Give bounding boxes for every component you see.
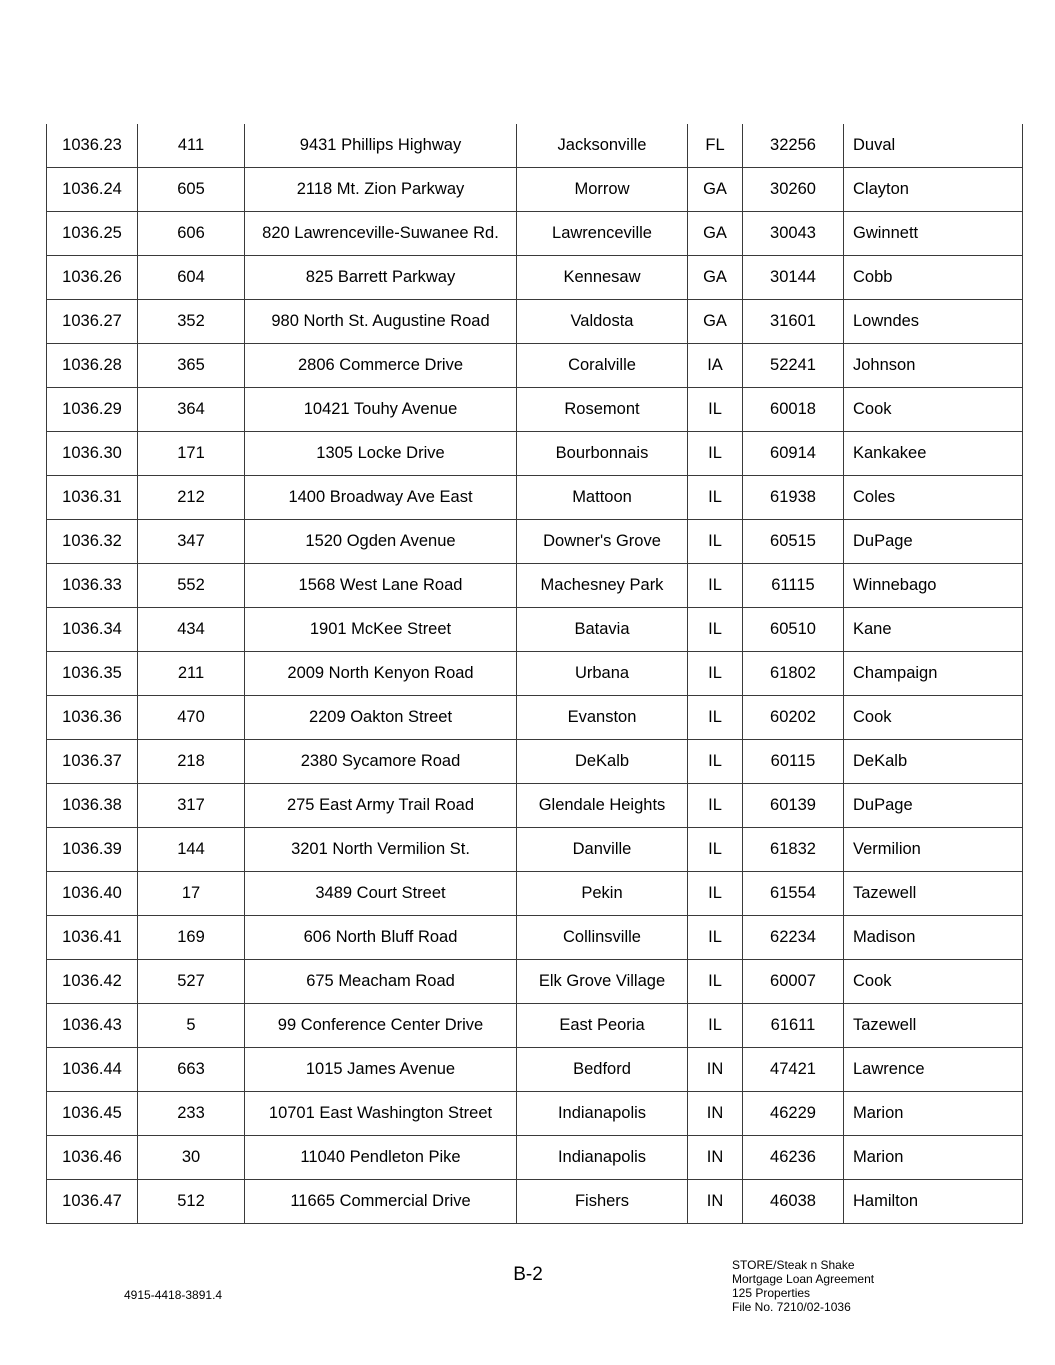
state-cell: IN (688, 1180, 743, 1224)
store-number-cell: 552 (138, 564, 245, 608)
address-cell: 10701 East Washington Street (245, 1092, 517, 1136)
address-cell: 980 North St. Augustine Road (245, 300, 517, 344)
zip-cell: 46229 (743, 1092, 844, 1136)
store-number-cell: 317 (138, 784, 245, 828)
property-number-cell: 1036.45 (47, 1092, 138, 1136)
property-number-cell: 1036.43 (47, 1004, 138, 1048)
state-cell: GA (688, 256, 743, 300)
table-row (47, 564, 1023, 608)
store-number-cell: 171 (138, 432, 245, 476)
zip-cell: 60202 (743, 696, 844, 740)
address-cell: 1568 West Lane Road (245, 564, 517, 608)
table-row (47, 652, 1023, 696)
city-cell: Glendale Heights (517, 784, 688, 828)
city-cell: Pekin (517, 872, 688, 916)
state-cell: IL (688, 652, 743, 696)
state-cell: IL (688, 476, 743, 520)
table-row (47, 388, 1023, 432)
table-row (47, 916, 1023, 960)
county-cell: Vermilion (844, 828, 1023, 872)
state-cell: IL (688, 960, 743, 1004)
zip-cell: 30260 (743, 168, 844, 212)
property-number-cell: 1036.31 (47, 476, 138, 520)
zip-cell: 31601 (743, 300, 844, 344)
table-row (47, 1048, 1023, 1092)
zip-cell: 60115 (743, 740, 844, 784)
property-number-cell: 1036.23 (47, 124, 138, 168)
document-id: 4915-4418-3891.4 (124, 1288, 223, 1302)
store-number-cell: 211 (138, 652, 245, 696)
zip-cell: 47421 (743, 1048, 844, 1092)
state-cell: GA (688, 212, 743, 256)
property-number-cell: 1036.38 (47, 784, 138, 828)
address-cell: 11040 Pendleton Pike (245, 1136, 517, 1180)
county-cell: Marion (844, 1136, 1023, 1180)
table-row (47, 256, 1023, 300)
zip-cell: 61554 (743, 872, 844, 916)
store-number-cell: 512 (138, 1180, 245, 1224)
county-cell: Duval (844, 124, 1023, 168)
store-number-cell: 347 (138, 520, 245, 564)
city-cell: Rosemont (517, 388, 688, 432)
property-number-cell: 1036.40 (47, 872, 138, 916)
state-cell: IL (688, 740, 743, 784)
address-cell: 10421 Touhy Avenue (245, 388, 517, 432)
county-cell: Marion (844, 1092, 1023, 1136)
city-cell: Mattoon (517, 476, 688, 520)
address-cell: 2806 Commerce Drive (245, 344, 517, 388)
state-cell: IA (688, 344, 743, 388)
document-info-line: 125 Properties (732, 1286, 811, 1300)
county-cell: Cook (844, 960, 1023, 1004)
city-cell: Evanston (517, 696, 688, 740)
city-cell: Lawrenceville (517, 212, 688, 256)
zip-cell: 60510 (743, 608, 844, 652)
address-cell: 3489 Court Street (245, 872, 517, 916)
store-number-cell: 365 (138, 344, 245, 388)
zip-cell: 32256 (743, 124, 844, 168)
county-cell: Hamilton (844, 1180, 1023, 1224)
zip-cell: 60914 (743, 432, 844, 476)
property-number-cell: 1036.47 (47, 1180, 138, 1224)
address-cell: 3201 North Vermilion St. (245, 828, 517, 872)
state-cell: IL (688, 520, 743, 564)
city-cell: Coralville (517, 344, 688, 388)
address-cell: 825 Barrett Parkway (245, 256, 517, 300)
city-cell: Morrow (517, 168, 688, 212)
table-row (47, 696, 1023, 740)
store-number-cell: 30 (138, 1136, 245, 1180)
zip-cell: 61611 (743, 1004, 844, 1048)
zip-cell: 60018 (743, 388, 844, 432)
zip-cell: 46236 (743, 1136, 844, 1180)
zip-cell: 60007 (743, 960, 844, 1004)
store-number-cell: 606 (138, 212, 245, 256)
store-number-cell: 470 (138, 696, 245, 740)
address-cell: 9431 Phillips Highway (245, 124, 517, 168)
address-cell: 2118 Mt. Zion Parkway (245, 168, 517, 212)
state-cell: GA (688, 300, 743, 344)
zip-cell: 61832 (743, 828, 844, 872)
store-number-cell: 605 (138, 168, 245, 212)
city-cell: Machesney Park (517, 564, 688, 608)
city-cell: Collinsville (517, 916, 688, 960)
address-cell: 1901 McKee Street (245, 608, 517, 652)
table-row (47, 212, 1023, 256)
city-cell: Batavia (517, 608, 688, 652)
table-row (47, 828, 1023, 872)
zip-cell: 60515 (743, 520, 844, 564)
address-cell: 1520 Ogden Avenue (245, 520, 517, 564)
county-cell: DeKalb (844, 740, 1023, 784)
county-cell: DuPage (844, 784, 1023, 828)
store-number-cell: 604 (138, 256, 245, 300)
state-cell: IL (688, 1004, 743, 1048)
state-cell: IL (688, 608, 743, 652)
table-row (47, 960, 1023, 1004)
county-cell: Winnebago (844, 564, 1023, 608)
table-row (47, 1180, 1023, 1224)
document-info (732, 1258, 874, 1314)
address-cell: 820 Lawrenceville-Suwanee Rd. (245, 212, 517, 256)
county-cell: Tazewell (844, 1004, 1023, 1048)
county-cell: Madison (844, 916, 1023, 960)
county-cell: Cobb (844, 256, 1023, 300)
county-cell: Coles (844, 476, 1023, 520)
county-cell: Champaign (844, 652, 1023, 696)
table-row (47, 1136, 1023, 1180)
property-number-cell: 1036.46 (47, 1136, 138, 1180)
address-cell: 1015 James Avenue (245, 1048, 517, 1092)
property-table-body (47, 124, 1023, 1224)
property-number-cell: 1036.30 (47, 432, 138, 476)
store-number-cell: 663 (138, 1048, 245, 1092)
property-number-cell: 1036.35 (47, 652, 138, 696)
property-number-cell: 1036.26 (47, 256, 138, 300)
table-row (47, 124, 1023, 168)
zip-cell: 61938 (743, 476, 844, 520)
property-number-cell: 1036.44 (47, 1048, 138, 1092)
store-number-cell: 527 (138, 960, 245, 1004)
address-cell: 1305 Locke Drive (245, 432, 517, 476)
zip-cell: 60139 (743, 784, 844, 828)
state-cell: IL (688, 828, 743, 872)
county-cell: Clayton (844, 168, 1023, 212)
zip-cell: 61115 (743, 564, 844, 608)
state-cell: IL (688, 696, 743, 740)
property-number-cell: 1036.27 (47, 300, 138, 344)
property-number-cell: 1036.34 (47, 608, 138, 652)
address-cell: 275 East Army Trail Road (245, 784, 517, 828)
address-cell: 11665 Commercial Drive (245, 1180, 517, 1224)
county-cell: Cook (844, 388, 1023, 432)
table-row (47, 300, 1023, 344)
store-number-cell: 434 (138, 608, 245, 652)
city-cell: Fishers (517, 1180, 688, 1224)
address-cell: 2009 North Kenyon Road (245, 652, 517, 696)
state-cell: IN (688, 1048, 743, 1092)
property-number-cell: 1036.32 (47, 520, 138, 564)
table-row (47, 476, 1023, 520)
zip-cell: 61802 (743, 652, 844, 696)
property-table-container (46, 124, 1022, 1224)
state-cell: IL (688, 388, 743, 432)
state-cell: IL (688, 432, 743, 476)
address-cell: 1400 Broadway Ave East (245, 476, 517, 520)
zip-cell: 30144 (743, 256, 844, 300)
table-row (47, 1004, 1023, 1048)
page-number: B-2 (513, 1264, 543, 1285)
table-row (47, 784, 1023, 828)
property-number-cell: 1036.39 (47, 828, 138, 872)
property-number-cell: 1036.37 (47, 740, 138, 784)
zip-cell: 46038 (743, 1180, 844, 1224)
state-cell: IL (688, 784, 743, 828)
store-number-cell: 233 (138, 1092, 245, 1136)
table-row (47, 432, 1023, 476)
city-cell: Bedford (517, 1048, 688, 1092)
state-cell: IL (688, 916, 743, 960)
state-cell: IN (688, 1136, 743, 1180)
city-cell: East Peoria (517, 1004, 688, 1048)
store-number-cell: 169 (138, 916, 245, 960)
county-cell: Tazewell (844, 872, 1023, 916)
table-row (47, 520, 1023, 564)
store-number-cell: 212 (138, 476, 245, 520)
table-row (47, 608, 1023, 652)
address-cell: 99 Conference Center Drive (245, 1004, 517, 1048)
city-cell: Downer's Grove (517, 520, 688, 564)
store-number-cell: 17 (138, 872, 245, 916)
county-cell: Johnson (844, 344, 1023, 388)
table-row (47, 344, 1023, 388)
address-cell: 675 Meacham Road (245, 960, 517, 1004)
state-cell: GA (688, 168, 743, 212)
county-cell: DuPage (844, 520, 1023, 564)
table-row (47, 168, 1023, 212)
property-number-cell: 1036.24 (47, 168, 138, 212)
property-number-cell: 1036.25 (47, 212, 138, 256)
city-cell: Elk Grove Village (517, 960, 688, 1004)
property-number-cell: 1036.28 (47, 344, 138, 388)
table-row (47, 1092, 1023, 1136)
store-number-cell: 144 (138, 828, 245, 872)
state-cell: FL (688, 124, 743, 168)
document-info-line: Mortgage Loan Agreement (732, 1272, 875, 1286)
property-table (46, 124, 1023, 1224)
property-number-cell: 1036.33 (47, 564, 138, 608)
city-cell: Indianapolis (517, 1136, 688, 1180)
city-cell: Jacksonville (517, 124, 688, 168)
store-number-cell: 5 (138, 1004, 245, 1048)
zip-cell: 52241 (743, 344, 844, 388)
state-cell: IL (688, 564, 743, 608)
state-cell: IN (688, 1092, 743, 1136)
store-number-cell: 411 (138, 124, 245, 168)
table-row (47, 740, 1023, 784)
county-cell: Lawrence (844, 1048, 1023, 1092)
property-number-cell: 1036.36 (47, 696, 138, 740)
county-cell: Lowndes (844, 300, 1023, 344)
store-number-cell: 352 (138, 300, 245, 344)
address-cell: 2380 Sycamore Road (245, 740, 517, 784)
table-row (47, 872, 1023, 916)
zip-cell: 30043 (743, 212, 844, 256)
property-number-cell: 1036.29 (47, 388, 138, 432)
city-cell: Danville (517, 828, 688, 872)
property-number-cell: 1036.41 (47, 916, 138, 960)
document-info-line: File No. 7210/02-1036 (732, 1300, 851, 1314)
property-number-cell: 1036.42 (47, 960, 138, 1004)
document-info-line: STORE/Steak n Shake (732, 1258, 855, 1272)
state-cell: IL (688, 872, 743, 916)
city-cell: Bourbonnais (517, 432, 688, 476)
store-number-cell: 364 (138, 388, 245, 432)
zip-cell: 62234 (743, 916, 844, 960)
city-cell: Valdosta (517, 300, 688, 344)
address-cell: 606 North Bluff Road (245, 916, 517, 960)
city-cell: Kennesaw (517, 256, 688, 300)
county-cell: Cook (844, 696, 1023, 740)
county-cell: Gwinnett (844, 212, 1023, 256)
county-cell: Kankakee (844, 432, 1023, 476)
city-cell: DeKalb (517, 740, 688, 784)
store-number-cell: 218 (138, 740, 245, 784)
address-cell: 2209 Oakton Street (245, 696, 517, 740)
city-cell: Indianapolis (517, 1092, 688, 1136)
county-cell: Kane (844, 608, 1023, 652)
city-cell: Urbana (517, 652, 688, 696)
